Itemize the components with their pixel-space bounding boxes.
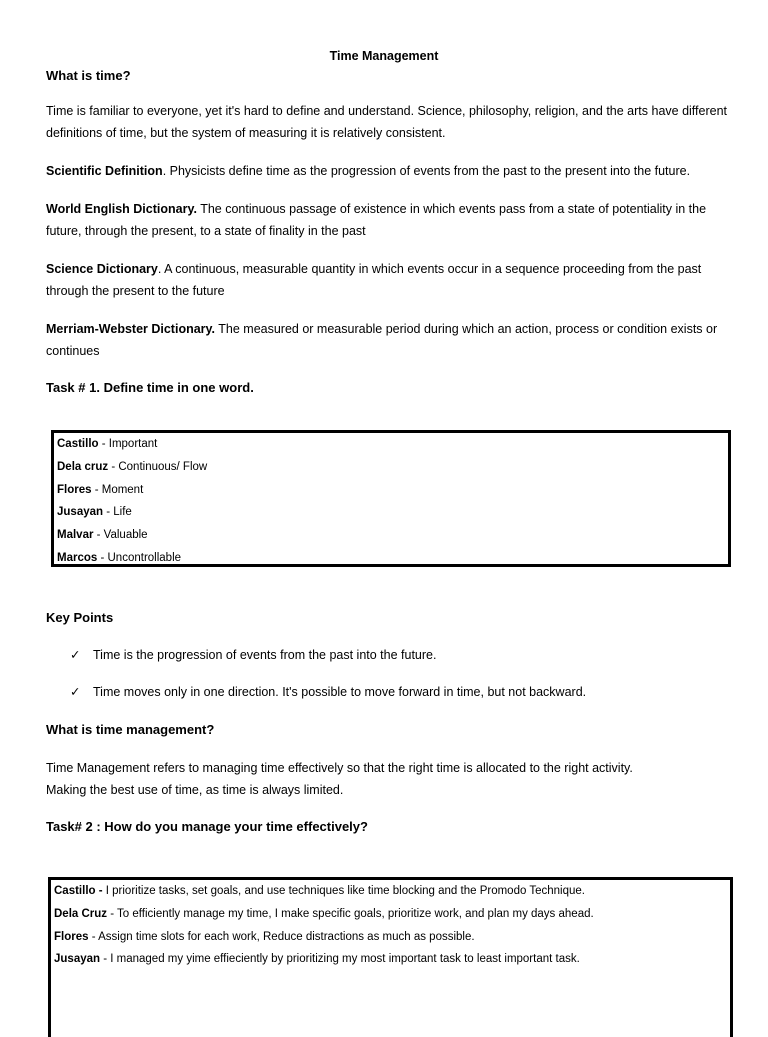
definition-text: The measured or measurable period during which an action, process or condition exists or continues — [46, 322, 718, 358]
answer-row — [54, 547, 728, 570]
definition-text: A continuous, measurable quantity in which events occur in a sequence proceeding from the past through the present to the future — [46, 262, 702, 298]
answer-text: - Life — [103, 506, 132, 519]
definition-science-dictionary — [46, 258, 736, 302]
answer-name: Jusayan — [54, 953, 101, 966]
definition-world-english — [46, 198, 736, 242]
answer-row — [51, 948, 730, 971]
key-point-item — [70, 647, 436, 662]
definition-merriam-webster — [46, 318, 736, 362]
definition-separator: . — [162, 164, 167, 178]
answer-row — [51, 903, 730, 926]
answer-text: - Important — [98, 438, 158, 450]
answer-name: Flores — [54, 930, 89, 943]
answer-text: - Assign time slots for each work, Reduce distractions as much as possible. — [88, 930, 475, 943]
answer-name: Jusayan — [57, 506, 104, 519]
answer-row — [54, 501, 728, 524]
answer-text: - Uncontrollable — [97, 551, 182, 564]
answer-row — [54, 524, 728, 547]
definition-text: The continuous passage of existence in which events pass from a state of potentiality in the future, through the present, to a state of finality in the past — [46, 202, 707, 238]
answer-text: - To efficiently manage my time, I make specific goals, prioritize work, and plan my days ahead. — [107, 907, 594, 920]
task-2-answers-box — [48, 877, 733, 1037]
answer-name: Malvar — [57, 529, 94, 542]
heading-what-is-time: What is time? — [46, 68, 131, 83]
answer-name: Flores — [57, 483, 92, 496]
answer-row — [51, 926, 730, 949]
definition-line: Time Management refers to managing time effectively so that the right time is allocated to the right activity. — [46, 761, 633, 775]
answer-name: Dela cruz — [57, 460, 109, 473]
answer-text: - Continuous/ Flow — [108, 460, 208, 473]
answer-row — [54, 479, 728, 502]
definition-scientific — [46, 160, 736, 182]
checkmark-icon: ✓ — [70, 648, 81, 662]
answer-text: I prioritize tasks, set goals, and use techniques like time blocking and the Promodo Technique. — [102, 885, 585, 897]
heading-time-management: What is time management? — [46, 722, 215, 737]
task-1-answers-box — [51, 430, 731, 567]
key-point-text: Time is the progression of events from the past into the future. — [93, 648, 437, 662]
key-point-text: Time moves only in one direction. It's possible to move forward in time, but not backward. — [93, 685, 587, 699]
answer-text: - I managed my yime effieciently by prioritizing my most important task to least important task. — [100, 953, 580, 966]
definition-separator: . — [157, 262, 162, 276]
intro-paragraph: Time is familiar to everyone, yet it's hard to define and understand. Science, philosophy, religion, and the arts have different definitions of time, but the system of measuring it is relatively consistent. — [46, 104, 728, 140]
checkmark-icon: ✓ — [70, 685, 81, 699]
answer-row — [54, 456, 728, 479]
answer-name: Castillo - — [54, 885, 103, 897]
time-management-definition — [46, 757, 736, 801]
definition-term: Science Dictionary — [46, 262, 158, 276]
key-point-item — [70, 684, 586, 699]
definition-term: Scientific Definition — [46, 164, 163, 178]
answer-row — [51, 880, 730, 903]
definition-line: Making the best use of time, as time is always limited. — [46, 783, 344, 797]
answer-text: - Moment — [91, 483, 144, 496]
answer-text: - Valuable — [93, 529, 148, 542]
definition-term: Merriam-Webster Dictionary. — [46, 322, 216, 336]
document-title: Time Management — [329, 49, 439, 63]
answer-row — [54, 433, 728, 456]
definition-term: World English Dictionary. — [46, 202, 197, 216]
answer-name: Castillo — [57, 438, 99, 450]
answer-name: Marcos — [57, 551, 98, 564]
heading-task-2: Task# 2 : How do you manage your time effectively? — [46, 819, 368, 834]
heading-key-points: Key Points — [46, 610, 114, 625]
answer-name: Dela Cruz — [54, 907, 108, 920]
definition-text: Physicists define time as the progression of events from the past to the present into the future. — [166, 164, 691, 178]
heading-task-1: Task # 1. Define time in one word. — [46, 380, 254, 395]
